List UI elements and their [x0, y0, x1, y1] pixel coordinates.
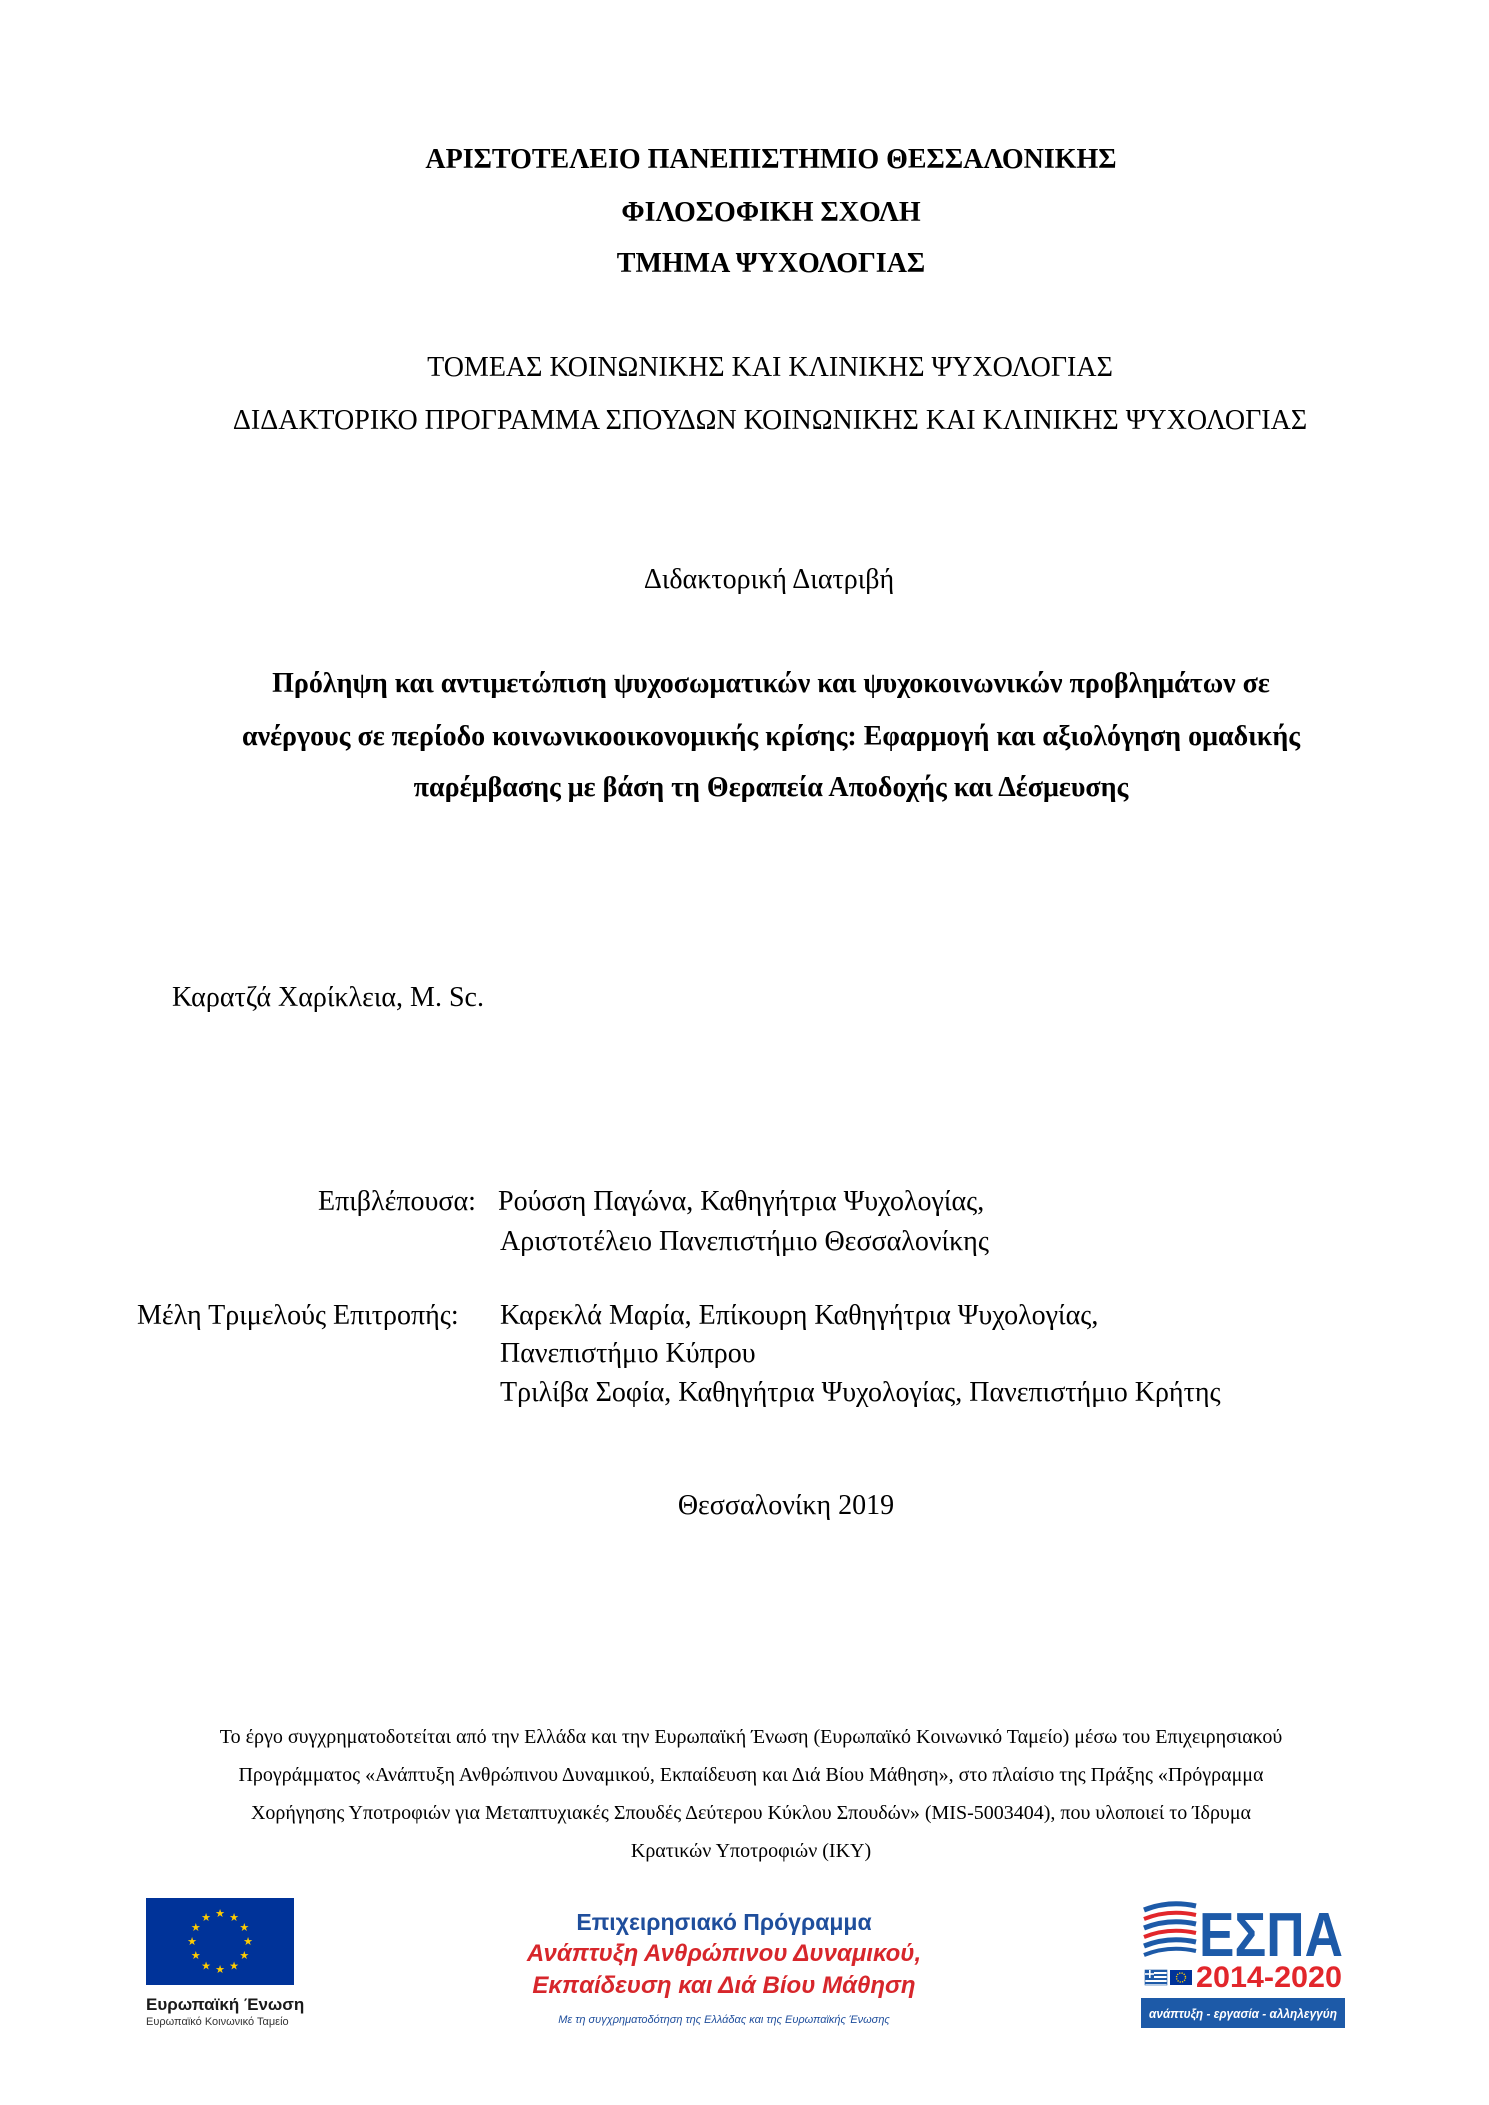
place-year: Θεσσαλονίκη 2019 — [677, 1490, 895, 1521]
espa-logo — [1141, 1898, 1345, 2031]
supervisor-line: Αριστοτέλειο Πανεπιστήμιο Θεσσαλονίκης — [500, 1226, 989, 1257]
eu-star-icon: ★ — [190, 1921, 201, 1934]
eu-star-icon: ★ — [243, 1935, 253, 1948]
eu-flag-icon — [1170, 1970, 1192, 1985]
eu-star-icon: ★ — [190, 1949, 201, 1962]
document-type: Διδακτορική Διατριβή — [643, 564, 895, 595]
espa-stripes-icon — [1144, 1904, 1196, 1955]
eu-star-icon: ★ — [239, 1921, 250, 1934]
eu-logo — [146, 1898, 306, 2029]
thesis-title-line: ανέργους σε περίοδο κοινωνικοοικονομικής κρίσης: Εφαρμογή και αξιολόγηση ομαδικής — [241, 721, 1301, 752]
eu-star-icon: ★ — [187, 1935, 197, 1948]
eu-star-icon: ★ — [229, 1959, 239, 1973]
funding-line: Το έργο συγχρηματοδοτείται από την Ελλάδα και την Ευρωπαϊκή Ένωση (Ευρωπαϊκό Κοινωνικό Ταμείο) μέσω του Επιχειρησιακού — [219, 1726, 1283, 1748]
thesis-title-line: παρέμβασης με βάση τη Θεραπεία Αποδοχής και Δέσμευσης — [413, 772, 1129, 803]
thesis-title-line: Πρόληψη και αντιμετώπιση ψυχοσωματικών και ψυχοκοινωνικών προβλημάτων σε — [272, 668, 1270, 699]
supervisor-line: Ρούσση Παγώνα, Καθηγήτρια Ψυχολογίας, — [498, 1186, 985, 1217]
committee-label: Μέλη Τριμελούς Επιτροπής: — [137, 1300, 459, 1331]
sector-name: ΤΟΜΕΑΣ ΚΟΙΝΩΝΙΚΗΣ ΚΑΙ ΚΛΙΝΙΚΗΣ ΨΥΧΟΛΟΓΙΑΣ — [427, 352, 1113, 383]
eu-star-icon: ★ — [201, 1959, 211, 1973]
eu-star-icon: ★ — [239, 1949, 250, 1962]
eu-star-icon: ★ — [215, 1907, 225, 1920]
funding-line: Κρατικών Υποτροφιών (ΙΚΥ) — [630, 1840, 872, 1862]
author-name: Καρατζά Χαρίκλεια, M. Sc. — [172, 982, 484, 1013]
program-logo-line: Εκπαίδευση και Διά Βίου Μάθηση — [532, 1972, 916, 1999]
espa-logo-motto: ανάπτυξη - εργασία - αλληλεγγύη — [1149, 2006, 1338, 2021]
funding-line: Προγράμματος «Ανάπτυξη Ανθρώπινου Δυναμικού, Εκπαίδευση και Διά Βίου Μάθηση», στο πλαίσιο της Πράξης «Πρόγραμμα — [238, 1764, 1264, 1786]
school-name: ΦΙΛΟΣΟΦΙΚΗ ΣΧΟΛΗ — [621, 197, 921, 228]
committee-member-line: Πανεπιστήμιο Κύπρου — [500, 1338, 756, 1369]
greek-flag-icon — [1145, 1970, 1167, 1985]
eu-star-icon: ★ — [215, 1963, 225, 1976]
funding-line: Χορήγησης Υποτροφιών για Μεταπτυχιακές Σπουδές Δεύτερου Κύκλου Σπουδών» (MIS-5003404), που υλοποιεί το Ίδρυμα — [250, 1802, 1252, 1824]
program-logo-line: Ανάπτυξη Ανθρώπινου Δυναμικού, — [526, 1940, 922, 1967]
program-logo-title: Επιχειρησιακό Πρόγραμμα — [576, 1909, 872, 1935]
program-logo-note: Με τη συγχρηματοδότηση της Ελλάδας και της Ευρωπαϊκής Ένωσης — [558, 2014, 890, 2026]
eu-star-icon: ★ — [201, 1910, 211, 1924]
operational-program-logo — [527, 1906, 921, 2028]
eu-flag-icon — [146, 1898, 294, 1985]
committee-member-line: Τριλίβα Σοφία, Καθηγήτρια Ψυχολογίας, Πανεπιστήμιο Κρήτης — [500, 1377, 1221, 1408]
committee-member-line: Καρεκλά Μαρία, Επίκουρη Καθηγήτρια Ψυχολογίας, — [500, 1300, 1099, 1331]
department-name: ΤΜΗΜΑ ΨΥΧΟΛΟΓΙΑΣ — [616, 248, 926, 279]
doctoral-program-name: ΔΙΔΑΚΤΟΡΙΚΟ ΠΡΟΓΡΑΜΜΑ ΣΠΟΥΔΩΝ ΚΟΙΝΩΝΙΚΗΣ ΚΑΙ ΚΛΙΝΙΚΗΣ ΨΥΧΟΛΟΓΙΑΣ — [232, 405, 1308, 436]
supervisor-label: Επιβλέπουσα: — [318, 1186, 476, 1217]
eu-logo-subtitle: Ευρωπαϊκό Κοινωνικό Ταμείο — [146, 2016, 289, 2028]
espa-logo-period: 2014-2020 — [1196, 1961, 1342, 1994]
espa-logo-name: ΕΣΠΑ — [1199, 1901, 1343, 1970]
eu-logo-name: Ευρωπαϊκή Ένωση — [146, 1995, 305, 2014]
university-name: ΑΡΙΣΤΟΤΕΛΕΙΟ ΠΑΝΕΠΙΣΤΗΜΙΟ ΘΕΣΣΑΛΟΝΙΚΗΣ — [425, 144, 1117, 175]
eu-star-icon: ★ — [229, 1910, 239, 1924]
espa-logo-graphic — [1141, 1898, 1345, 2031]
